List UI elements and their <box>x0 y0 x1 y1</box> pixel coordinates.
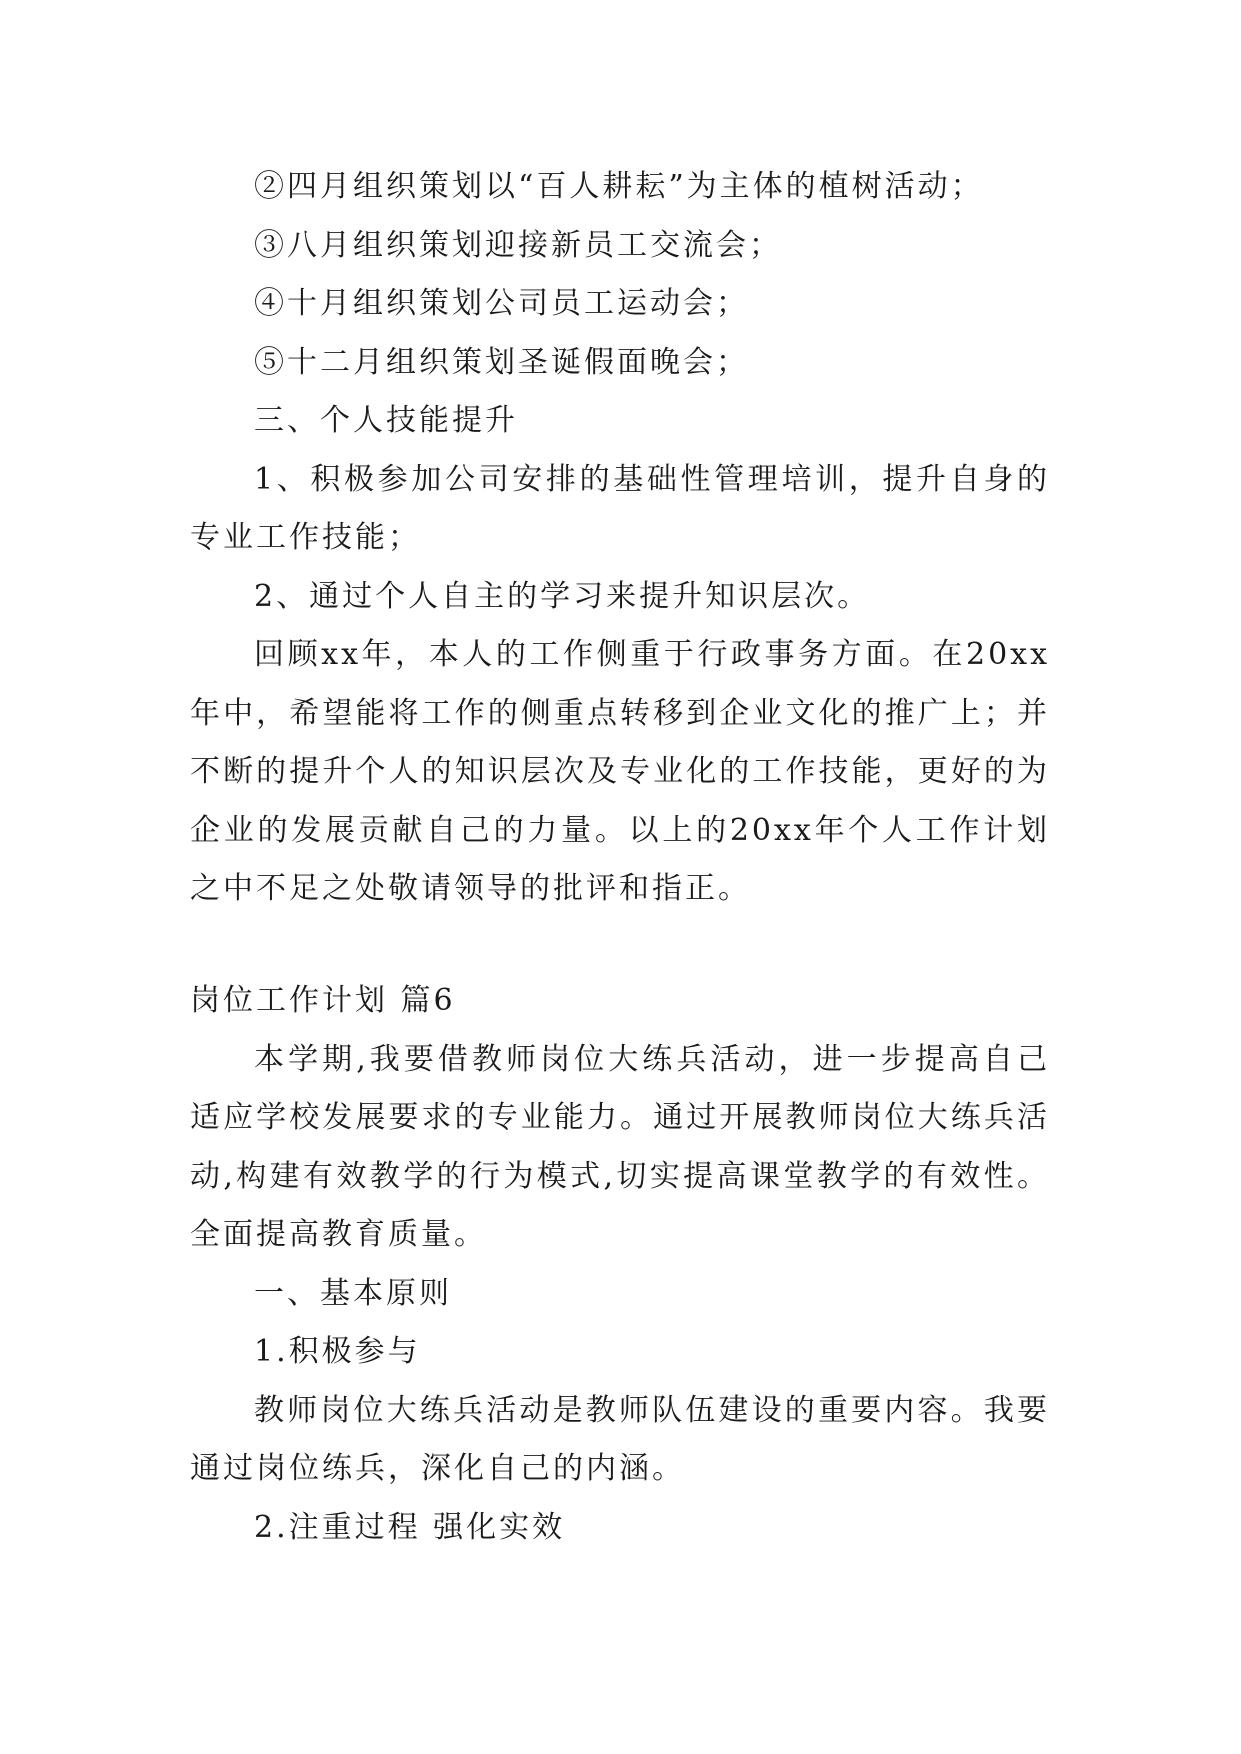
subheading-process: 2.注重过程 强化实效 <box>254 1509 566 1545</box>
paragraph-participation: 教师岗位大练兵活动是教师队伍建设的重要内容。我要通过岗位练兵，深化自己的内涵。 <box>190 1392 1050 1486</box>
paragraph-december-activity: ⑤十二月组织策划圣诞假面晚会； <box>254 344 749 380</box>
paragraph-intro: 本学期,我要借教师岗位大练兵活动，进一步提高自己适应学校发展要求的专业能力。通过开展教师岗位大练兵活动,构建有效教学的行为模式,切实提高课堂教学的有效性。全面提高教育质量。 <box>190 1041 1050 1252</box>
paragraph-review: 回顾xx年，本人的工作侧重于行政事务方面。在20xx年中，希望能将工作的侧重点转移到企业文化的推广上；并不断的提升个人的知识层次及专业化的工作技能，更好的为企业的发展贡献自己的力量。以上的20xx年个人工作计划之中不足之处敬请领导的批评和指正。 <box>190 637 1050 906</box>
paragraph-august-activity: ③八月组织策划迎接新员工交流会； <box>254 227 782 263</box>
subheading-participation: 1.积极参与 <box>254 1334 421 1369</box>
section-heading-principles: 一、基本原则 <box>254 1275 452 1311</box>
paragraph-self-study: 2、通过个人自主的学习来提升知识层次。 <box>254 578 871 614</box>
bottom-text-block <box>190 972 1050 1557</box>
article-title: 岗位工作计划 篇6 <box>190 983 456 1018</box>
paragraph-october-activity: ④十月组织策划公司员工运动会； <box>254 286 749 321</box>
paragraph-training: 1、积极参加公司安排的基础性管理培训，提升自身的专业工作技能； <box>190 461 1050 555</box>
paragraph-april-activity: ②四月组织策划以“百人耕耘”为主体的植树活动； <box>254 169 984 204</box>
top-text-block <box>190 158 1050 919</box>
section-heading-skills: 三、个人技能提升 <box>254 403 518 438</box>
